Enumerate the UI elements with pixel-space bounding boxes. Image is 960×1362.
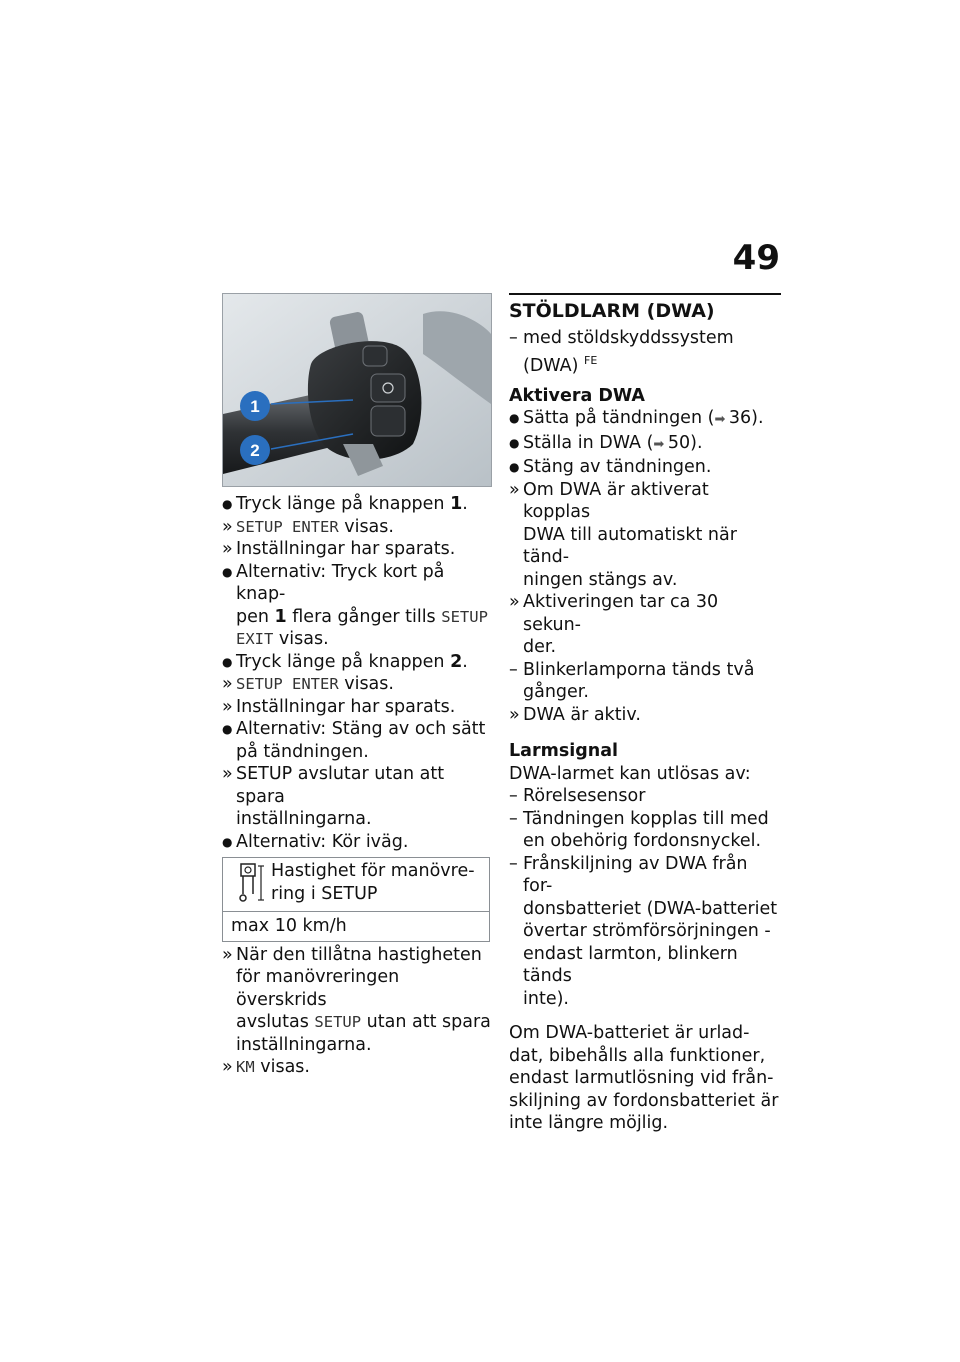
result-marker: » [222,764,233,784]
text-segment: donsbatteriet (DWA-batteriet [523,898,778,919]
text-line [222,1011,492,1034]
result-line [222,538,492,561]
instruction-step [509,432,781,457]
text-segment: När den tillåtna hastigheten [236,944,482,965]
text-segment: SETUP ENTER [236,517,339,536]
text-line [222,741,492,764]
text-line [509,569,781,592]
result-marker: » [509,479,520,500]
text-segment: inte). [523,988,569,1009]
dash-marker: – [509,808,518,829]
heading-alarm-signal: Larmsignal [509,741,619,762]
text-segment: på tändningen. [236,741,369,762]
speedometer-icon [229,860,265,904]
activate-steps [509,407,781,726]
page-reference-arrow-icon: ➡ [714,412,724,428]
paragraph-line: endast larmutlösning vid från- [509,1068,774,1089]
bullet-marker: ● [222,834,233,849]
text-line [509,988,781,1011]
handlebar-switch-illustration [223,294,491,486]
text-segment: visas. [254,1057,310,1077]
left-column [222,293,492,1079]
text-segment: FE [584,353,598,367]
result-marker: » [222,539,233,559]
result-marker: » [222,516,233,537]
text-segment: Alternativ: Stäng av och sätt [236,719,486,739]
bullet-marker: ● [509,460,520,475]
text-segment: DWA till automatiskt när tänd- [523,524,737,568]
text-segment: Aktiveringen tar ca 30 sekun- [523,592,719,635]
result-line [222,673,492,696]
text-line [222,628,492,651]
text-segment: inställningarna. [236,809,372,829]
list-item [509,785,781,808]
bullet-marker: ● [222,722,233,736]
text-segment: Alternativ: Kör iväg. [236,831,409,852]
text-line [222,808,492,831]
text-segment: SETUP [314,1013,362,1031]
instruction-step [222,493,492,516]
text-segment: der. [523,637,557,658]
text-segment: en obehörig fordonsnyckel. [523,831,762,852]
paragraph-line: dat, bibehålls alla funktioner, [509,1045,766,1066]
result-line [222,696,492,719]
result-line [509,704,781,727]
dash-marker: – [509,328,518,348]
page-reference-arrow-icon: ➡ [653,436,663,452]
text-line [222,966,492,1011]
text-segment: Tryck länge på knappen [236,651,451,672]
instruction-step [509,407,781,432]
instruction-step [509,456,781,479]
text-segment: . [462,494,468,514]
list-item [509,327,781,350]
result-line [509,479,781,524]
spec-value: max 10 km/h [231,916,347,936]
text-segment: Tryck länge på knappen [236,494,451,514]
text-segment: Tändningen kopplas till med [523,808,769,829]
text-segment: Frånskiljning av DWA från for- [523,853,748,897]
callout-2: 2 [250,441,260,460]
text-line [509,524,781,569]
result-line [509,591,781,636]
equipment-note [509,327,781,377]
text-segment: (DWA) [523,355,585,376]
text-line [509,920,781,943]
text-line [222,606,492,629]
text-line [509,350,781,377]
bullet-marker: ● [222,564,233,579]
result-marker: » [222,944,233,965]
left-instructions-continued [222,944,492,1079]
result-marker: » [222,1057,233,1077]
right-column [509,293,781,1135]
text-segment: Sätta på tändningen ( [523,408,715,429]
result-line [222,1056,492,1079]
text-segment: utan att spara [361,1012,491,1032]
text-segment: flera gånger tills [286,606,442,627]
text-segment: DWA-larmet kan utlösas av: [509,763,751,784]
text-segment: med stöldskyddssystem [523,328,734,348]
result-line [222,516,492,539]
result-line [222,944,492,967]
text-segment: KM [236,1058,255,1076]
text-segment: Rörelsesensor [523,786,646,807]
text-segment: SETUP avslutar utan att spara [236,764,445,807]
handlebar-switch-figure [222,293,492,487]
dash-marker: – [509,659,518,680]
dash-marker: – [509,786,518,807]
text-segment: Blinkerlamporna tänds två [523,659,755,680]
text-segment: Om DWA är aktiverat kopplas [523,479,709,523]
text-segment: 1 [274,606,287,627]
text-segment: Ställa in DWA ( [523,432,654,453]
result-line [222,763,492,808]
text-segment: övertar strömförsörjningen - [523,921,771,942]
instruction-step [222,651,492,674]
heading-activate-dwa: Aktivera DWA [509,385,645,406]
result-marker: » [509,592,520,613]
closing-paragraph [509,1022,781,1135]
section-title: STÖLDLARM (DWA) [509,293,781,323]
text-line [509,943,781,988]
text-segment: DWA är aktiv. [523,704,641,725]
dash-marker: – [509,853,518,874]
instruction-step [222,718,492,741]
bullet-marker: ● [509,411,520,426]
text-segment: 36). [723,408,764,429]
text-segment: Alternativ: Tryck kort på knap- [236,561,445,604]
page-number: 49 [732,238,780,278]
bullet-marker: ● [222,654,233,669]
text-segment: ningen stängs av. [523,569,678,590]
text-segment: Inställningar har sparats. [236,696,456,717]
text-segment: Stäng av tändningen. [523,457,712,478]
result-marker: » [509,704,520,725]
text-segment: EXIT [236,630,274,648]
paragraph-line: inte längre möjlig. [509,1113,669,1134]
text-segment: för manövreringen överskrids [236,967,400,1010]
paragraph-line: skiljning av fordonsbatteriet är [509,1090,779,1111]
instruction-step [222,561,492,606]
text-line [222,1034,492,1057]
text-line [509,763,781,786]
text-segment: visas. [338,674,394,694]
list-item [509,853,781,898]
text-segment: visas. [338,516,394,537]
text-segment: . [462,651,468,672]
text-line [509,636,781,659]
speed-spec-box [222,857,490,942]
text-segment: visas. [273,629,329,649]
callout-1: 1 [250,397,260,416]
spec-label-2: ring i SETUP [271,883,378,904]
text-segment: SETUP ENTER [236,675,339,693]
list-item [509,659,781,682]
list-item [509,808,781,831]
text-line [509,681,781,704]
text-segment: inställningarna. [236,1034,372,1055]
text-segment: gånger. [523,682,589,703]
text-segment: 1 [450,494,463,514]
text-segment: avslutas [236,1012,315,1032]
result-marker: » [222,674,233,694]
text-line [509,898,781,921]
text-segment: endast larmton, blinkern tänds [523,943,738,987]
text-segment: 50). [662,432,703,453]
paragraph-line: Om DWA-batteriet är urlad- [509,1023,750,1044]
text-segment: 2 [450,651,463,672]
bullet-marker: ● [509,435,520,450]
spec-label-1: Hastighet för manövre- [271,861,475,881]
text-segment: pen [236,606,275,627]
left-instructions [222,493,492,853]
instruction-step [222,831,492,854]
text-line [509,830,781,853]
text-segment: Inställningar har sparats. [236,539,456,559]
bullet-marker: ● [222,497,233,511]
text-segment: SETUP [441,607,488,626]
alarm-list [509,763,781,1011]
result-marker: » [222,696,233,717]
